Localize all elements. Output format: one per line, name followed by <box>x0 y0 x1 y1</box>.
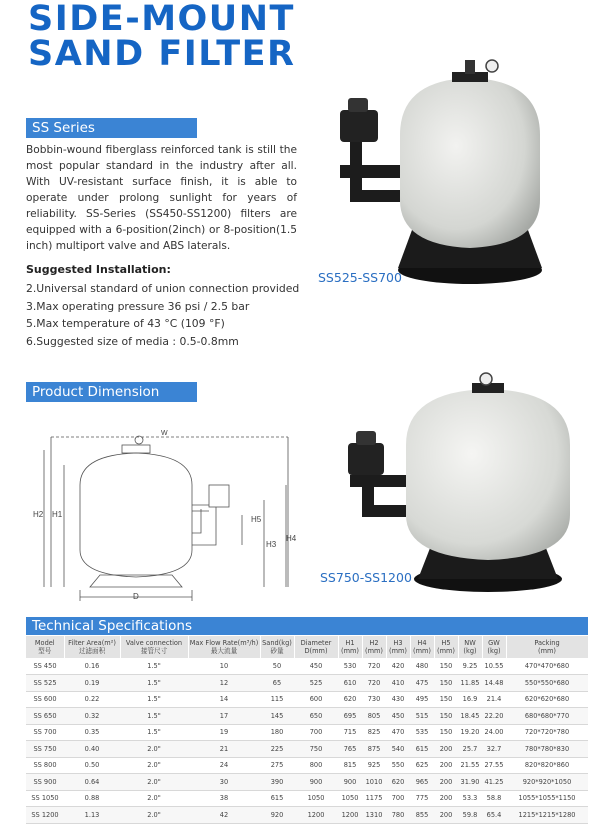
table-cell: 875 <box>362 741 386 758</box>
table-cell: 900 <box>338 774 362 791</box>
table-cell: 680*680*770 <box>506 708 588 725</box>
table-cell: 30 <box>188 774 260 791</box>
table-cell: 390 <box>260 774 294 791</box>
table-cell: SS 450 <box>26 658 64 675</box>
specs-header-row <box>26 636 588 658</box>
table-cell: 525 <box>294 675 338 692</box>
table-cell: 18.45 <box>458 708 482 725</box>
table-cell: 0.88 <box>64 790 120 807</box>
filter-photo-large <box>340 375 590 600</box>
table-cell: 600 <box>294 691 338 708</box>
table-cell: 17 <box>188 708 260 725</box>
table-cell: 0.19 <box>64 675 120 692</box>
table-cell: 0.32 <box>64 708 120 725</box>
table-cell: 180 <box>260 724 294 741</box>
table-cell: 21 <box>188 741 260 758</box>
table-cell: 1.5" <box>120 708 188 725</box>
table-cell: 615 <box>410 741 434 758</box>
table-cell: 965 <box>410 774 434 791</box>
table-cell: 150 <box>434 691 458 708</box>
table-cell: 2.0" <box>120 741 188 758</box>
dim-label-h3: H3 <box>266 540 277 549</box>
table-cell: 27.55 <box>482 757 506 774</box>
col-filter-area: Filter Area(m²) 过滤面积 <box>64 636 120 658</box>
col-max-flow: Max Flow Rate(m³/h) 最大流量 <box>188 636 260 658</box>
table-cell: 22.20 <box>482 708 506 725</box>
table-cell: SS 900 <box>26 774 64 791</box>
table-cell: 200 <box>434 741 458 758</box>
table-cell: 2.0" <box>120 807 188 824</box>
table-cell: 21.55 <box>458 757 482 774</box>
table-cell: 1.5" <box>120 658 188 675</box>
col-packing: Packing (mm) <box>506 636 588 658</box>
table-cell: 21.4 <box>482 691 506 708</box>
table-cell: 780*780*830 <box>506 741 588 758</box>
installation-item: 5.Max temperature of 43 °C (109 °F) <box>26 317 225 330</box>
specs-heading: Technical Specifications <box>26 617 588 635</box>
table-cell: 0.22 <box>64 691 120 708</box>
table-cell: 1200 <box>294 807 338 824</box>
table-cell: 1.5" <box>120 675 188 692</box>
table-cell: 19 <box>188 724 260 741</box>
table-cell: 855 <box>410 807 434 824</box>
table-cell: 920 <box>260 807 294 824</box>
table-cell: 0.40 <box>64 741 120 758</box>
col-sand: Sand(kg) 砂量 <box>260 636 294 658</box>
table-cell: 150 <box>434 724 458 741</box>
table-cell: 38 <box>188 790 260 807</box>
installation-item: 6.Suggested size of media : 0.5-0.8mm <box>26 334 239 348</box>
title-line-1: SIDE-MOUNT <box>28 0 295 39</box>
dim-label-d: D <box>133 592 139 601</box>
table-row <box>26 675 588 692</box>
table-cell: 9.25 <box>458 658 482 675</box>
table-cell: SS 600 <box>26 691 64 708</box>
table-cell: 11.85 <box>458 675 482 692</box>
table-cell: 610 <box>338 675 362 692</box>
table-cell: 815 <box>338 757 362 774</box>
table-cell: 730 <box>362 691 386 708</box>
table-cell: 200 <box>434 774 458 791</box>
table-cell: 470 <box>386 724 410 741</box>
table-cell: 200 <box>434 757 458 774</box>
small-model-label: SS525-SS700 <box>318 270 402 285</box>
table-cell: 495 <box>410 691 434 708</box>
title-line-2: SAND FILTER <box>28 34 296 74</box>
table-cell: 720 <box>362 658 386 675</box>
table-cell: 650 <box>294 708 338 725</box>
table-cell: 470*470*680 <box>506 658 588 675</box>
table-cell: 615 <box>260 790 294 807</box>
table-cell: 50 <box>260 658 294 675</box>
table-cell: 720*720*780 <box>506 724 588 741</box>
table-cell: 0.50 <box>64 757 120 774</box>
table-cell: 820*820*860 <box>506 757 588 774</box>
table-cell: 1.5" <box>120 724 188 741</box>
table-cell: 1010 <box>362 774 386 791</box>
table-row <box>26 774 588 791</box>
table-cell: 540 <box>386 741 410 758</box>
page-title <box>28 2 296 72</box>
table-row <box>26 691 588 708</box>
table-cell: 720 <box>362 675 386 692</box>
table-cell: 0.16 <box>64 658 120 675</box>
table-cell: 10.55 <box>482 658 506 675</box>
dim-label-h2: H2 <box>33 510 44 519</box>
table-cell: 530 <box>338 658 362 675</box>
table-cell: 115 <box>260 691 294 708</box>
table-cell: 920*920*1050 <box>506 774 588 791</box>
table-cell: 1200 <box>338 807 362 824</box>
table-cell: 14.48 <box>482 675 506 692</box>
table-row <box>26 757 588 774</box>
series-heading: SS Series <box>26 118 197 138</box>
table-cell: 805 <box>362 708 386 725</box>
table-row <box>26 790 588 807</box>
table-cell: 24 <box>188 757 260 774</box>
table-cell: 42 <box>188 807 260 824</box>
table-cell: SS 1200 <box>26 807 64 824</box>
table-cell: 2.0" <box>120 774 188 791</box>
table-cell: 24.00 <box>482 724 506 741</box>
table-cell: 750 <box>294 741 338 758</box>
table-cell: 0.64 <box>64 774 120 791</box>
table-cell: 150 <box>434 658 458 675</box>
table-cell: 480 <box>410 658 434 675</box>
col-model: Model 型号 <box>26 636 64 658</box>
col-valve-connection: Valve connection 接管尺寸 <box>120 636 188 658</box>
table-cell: 765 <box>338 741 362 758</box>
col-diameter: Diameter D(mm) <box>294 636 338 658</box>
table-cell: SS 525 <box>26 675 64 692</box>
table-cell: 19.20 <box>458 724 482 741</box>
table-cell: 41.25 <box>482 774 506 791</box>
table-cell: 1.13 <box>64 807 120 824</box>
dim-label-h5: H5 <box>251 515 262 524</box>
dim-label-h1: H1 <box>52 510 63 519</box>
table-cell: 1050 <box>294 790 338 807</box>
table-cell: 625 <box>410 757 434 774</box>
table-cell: 1050 <box>338 790 362 807</box>
table-cell: 16.9 <box>458 691 482 708</box>
table-cell: 925 <box>362 757 386 774</box>
table-cell: 535 <box>410 724 434 741</box>
col-h5: H5 (mm) <box>434 636 458 658</box>
table-row <box>26 807 588 824</box>
dim-label-w: W <box>161 430 168 437</box>
table-cell: 10 <box>188 658 260 675</box>
specs-table <box>26 636 589 824</box>
table-cell: 12 <box>188 675 260 692</box>
table-row <box>26 658 588 675</box>
table-cell: 410 <box>386 675 410 692</box>
table-cell: 715 <box>338 724 362 741</box>
table-cell: 150 <box>434 708 458 725</box>
table-cell: 200 <box>434 807 458 824</box>
table-cell: 430 <box>386 691 410 708</box>
table-row <box>26 724 588 741</box>
table-cell: 780 <box>386 807 410 824</box>
table-cell: 700 <box>294 724 338 741</box>
series-description: Bobbin-wound fiberglass reinforced tank is still the most popular standard in the industry after all. With UV-resistant surface finish, it is able to operate under prolong sunlight for years of reliability. SS-Series (SS450-SS1200) filters are equipped with a 6-position(2inch) or 8-position(1.5 inch) multiport valve and ABS laterals. <box>26 144 297 252</box>
table-cell: 275 <box>260 757 294 774</box>
dimension-diagram <box>26 425 316 610</box>
col-h2: H2 (mm) <box>362 636 386 658</box>
table-cell: 700 <box>386 790 410 807</box>
table-cell: 620 <box>338 691 362 708</box>
table-cell: 150 <box>434 675 458 692</box>
table-cell: 775 <box>410 790 434 807</box>
table-cell: 1055*1055*1150 <box>506 790 588 807</box>
table-cell: 620*620*680 <box>506 691 588 708</box>
table-cell: 59.8 <box>458 807 482 824</box>
table-cell: 420 <box>386 658 410 675</box>
table-cell: 31.90 <box>458 774 482 791</box>
table-cell: 1.5" <box>120 691 188 708</box>
table-cell: 1310 <box>362 807 386 824</box>
table-cell: 1175 <box>362 790 386 807</box>
dimension-heading: Product Dimension <box>26 382 197 402</box>
installation-list <box>26 280 299 350</box>
table-cell: 695 <box>338 708 362 725</box>
table-cell: 2.0" <box>120 757 188 774</box>
table-cell: 550*550*680 <box>506 675 588 692</box>
large-model-label: SS750-SS1200 <box>320 570 412 585</box>
table-cell: 53.3 <box>458 790 482 807</box>
table-cell: 65 <box>260 675 294 692</box>
table-cell: SS 700 <box>26 724 64 741</box>
dim-label-h4: H4 <box>286 534 297 543</box>
col-h1: H1 (mm) <box>338 636 362 658</box>
table-cell: 800 <box>294 757 338 774</box>
table-cell: 225 <box>260 741 294 758</box>
table-cell: 14 <box>188 691 260 708</box>
table-row <box>26 741 588 758</box>
table-cell: SS 650 <box>26 708 64 725</box>
col-gw: GW (kg) <box>482 636 506 658</box>
table-cell: 32.7 <box>482 741 506 758</box>
table-cell: 475 <box>410 675 434 692</box>
installation-item: 2.Universal standard of union connection provided <box>26 282 300 295</box>
filter-photo-small <box>320 60 590 290</box>
table-cell: 550 <box>386 757 410 774</box>
table-cell: SS 800 <box>26 757 64 774</box>
col-h4: H4 (mm) <box>410 636 434 658</box>
table-cell: 2.0" <box>120 790 188 807</box>
table-cell: 515 <box>410 708 434 725</box>
table-cell: 825 <box>362 724 386 741</box>
installation-item: 3.Max operating pressure 36 psi / 2.5 bar <box>26 299 250 313</box>
table-cell: 58.8 <box>482 790 506 807</box>
table-cell: 1215*1215*1280 <box>506 807 588 824</box>
table-cell: SS 1050 <box>26 790 64 807</box>
col-h3: H3 (mm) <box>386 636 410 658</box>
table-cell: 900 <box>294 774 338 791</box>
installation-heading: Suggested Installation: <box>26 263 171 276</box>
table-cell: 65.4 <box>482 807 506 824</box>
table-cell: SS 750 <box>26 741 64 758</box>
table-cell: 0.35 <box>64 724 120 741</box>
col-nw: NW (kg) <box>458 636 482 658</box>
table-cell: 620 <box>386 774 410 791</box>
table-cell: 450 <box>386 708 410 725</box>
table-cell: 450 <box>294 658 338 675</box>
table-cell: 145 <box>260 708 294 725</box>
table-cell: 200 <box>434 790 458 807</box>
table-cell: 25.7 <box>458 741 482 758</box>
table-row <box>26 708 588 725</box>
